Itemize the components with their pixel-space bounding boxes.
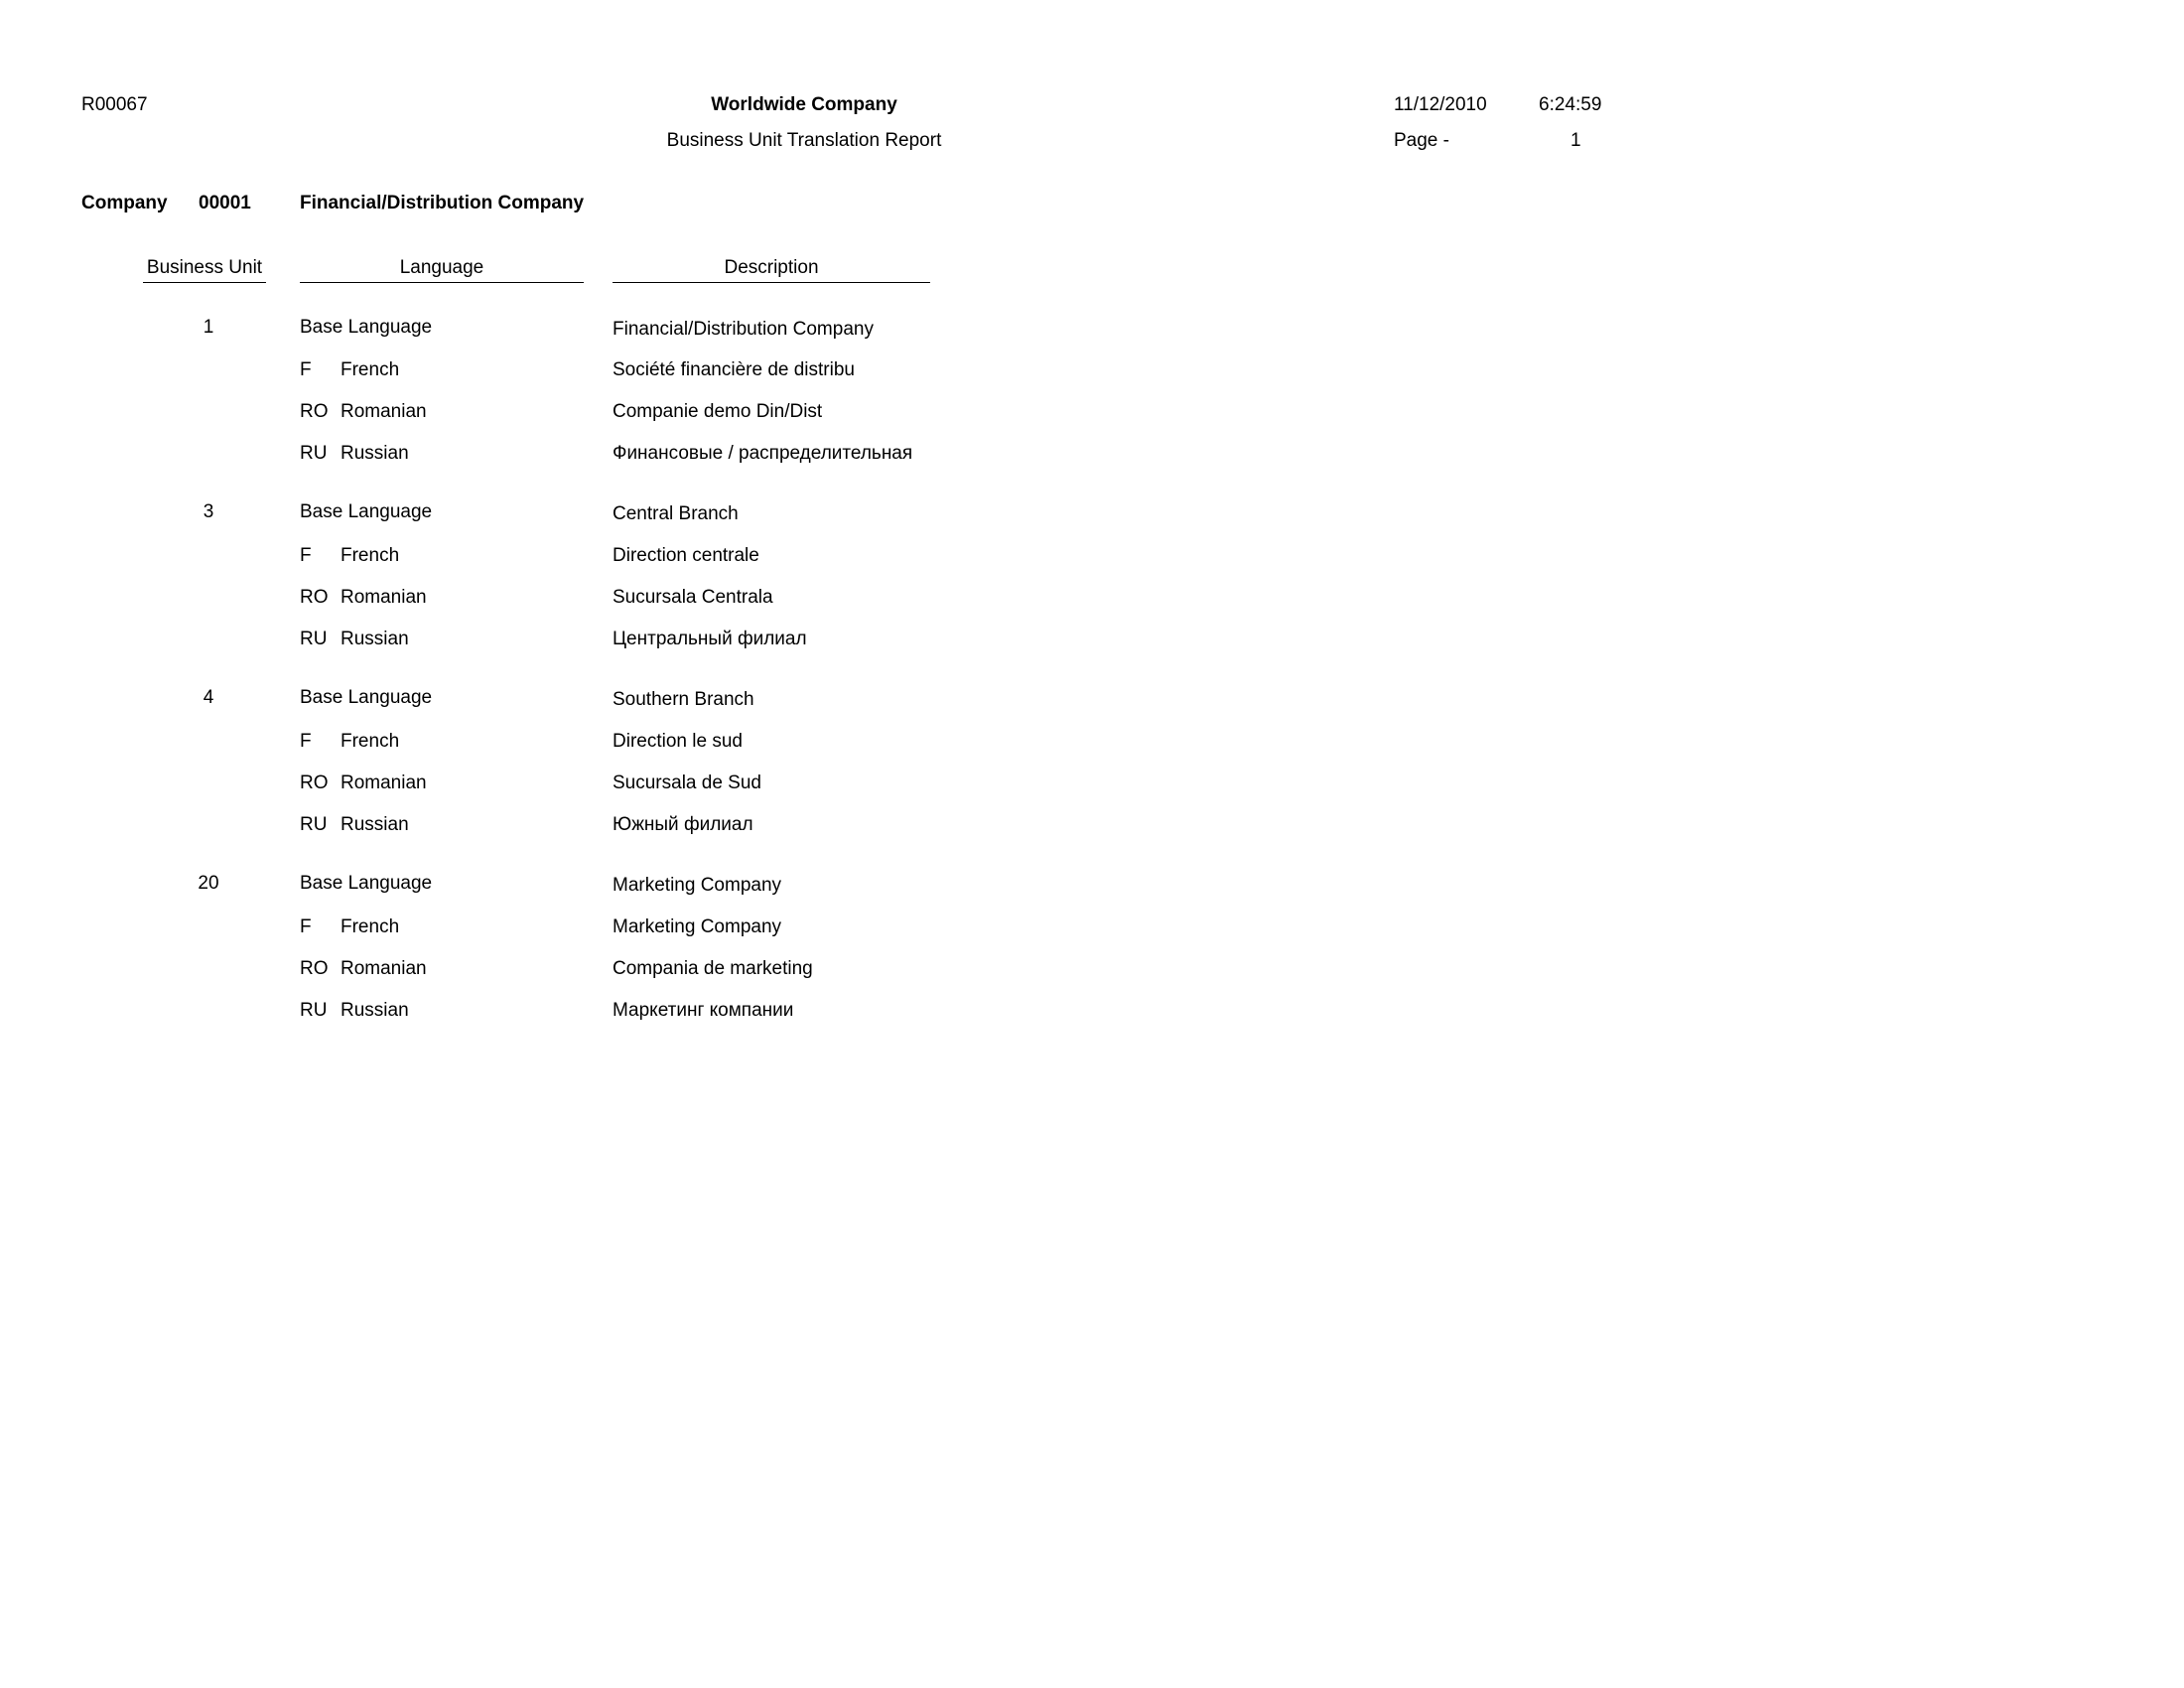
page-number: 1	[1570, 130, 1581, 151]
language-name: Base Language	[300, 873, 433, 894]
language-code: RU	[300, 443, 328, 464]
language-name: Russian	[341, 629, 409, 649]
language-code: F	[300, 359, 312, 380]
description-text: Companie demo Din/Dist	[613, 401, 823, 422]
language-name: Romanian	[341, 401, 427, 422]
description-text: Sucursala de Sud	[613, 773, 761, 793]
report-company-name: Worldwide Company	[711, 94, 897, 115]
language-name: Base Language	[300, 501, 433, 522]
report-id: R00067	[81, 94, 148, 115]
column-header-business-unit-underline	[143, 282, 266, 283]
column-header-language-underline	[300, 282, 584, 283]
business-unit-number: 3	[203, 501, 214, 522]
description-text: Southern Branch	[613, 689, 754, 710]
language-code: F	[300, 916, 312, 937]
company-label: Company	[81, 193, 168, 213]
language-code: F	[300, 545, 312, 566]
language-code: F	[300, 731, 312, 752]
language-name: Russian	[341, 1000, 409, 1021]
company-number: 00001	[199, 193, 251, 213]
report-title: Business Unit Translation Report	[666, 130, 942, 151]
description-text: Центральный филиал	[613, 629, 807, 649]
description-text: Маркетинг компании	[613, 1000, 794, 1021]
description-text: Compania de marketing	[613, 958, 813, 979]
language-name: Russian	[341, 443, 409, 464]
language-name: French	[341, 545, 400, 566]
report-date: 11/12/2010	[1394, 94, 1487, 115]
description-text: Direction centrale	[613, 545, 759, 566]
language-code: RO	[300, 401, 329, 422]
language-name: Romanian	[341, 958, 427, 979]
description-text: Financial/Distribution Company	[613, 319, 874, 340]
language-name: French	[341, 359, 400, 380]
page-label: Page -	[1394, 130, 1449, 151]
company-name: Financial/Distribution Company	[300, 193, 585, 213]
report-time: 6:24:59	[1539, 94, 1602, 115]
column-header-language: Language	[399, 257, 484, 278]
language-code: RU	[300, 629, 328, 649]
language-name: French	[341, 731, 400, 752]
column-header-description: Description	[724, 257, 819, 278]
language-name: Russian	[341, 814, 409, 835]
language-name: French	[341, 916, 400, 937]
business-unit-number: 20	[198, 873, 219, 894]
description-text: Société financière de distribu	[613, 359, 855, 380]
description-text: Central Branch	[613, 503, 739, 524]
language-name: Romanian	[341, 587, 427, 608]
language-code: RU	[300, 1000, 328, 1021]
language-name: Romanian	[341, 773, 427, 793]
description-text: Финансовые / распределительная	[613, 443, 913, 464]
column-header-description-underline	[613, 282, 930, 283]
language-code: RO	[300, 773, 329, 793]
description-text: Южный филиал	[613, 814, 753, 835]
language-code: RO	[300, 958, 329, 979]
language-code: RU	[300, 814, 328, 835]
description-text: Direction le sud	[613, 731, 743, 752]
language-name: Base Language	[300, 317, 433, 338]
business-unit-number: 4	[203, 687, 214, 708]
business-unit-number: 1	[203, 317, 214, 338]
description-text: Marketing Company	[613, 875, 782, 896]
language-name: Base Language	[300, 687, 433, 708]
description-text: Marketing Company	[613, 916, 782, 937]
column-header-business-unit: Business Unit	[146, 257, 263, 278]
language-code: RO	[300, 587, 329, 608]
description-text: Sucursala Centrala	[613, 587, 773, 608]
